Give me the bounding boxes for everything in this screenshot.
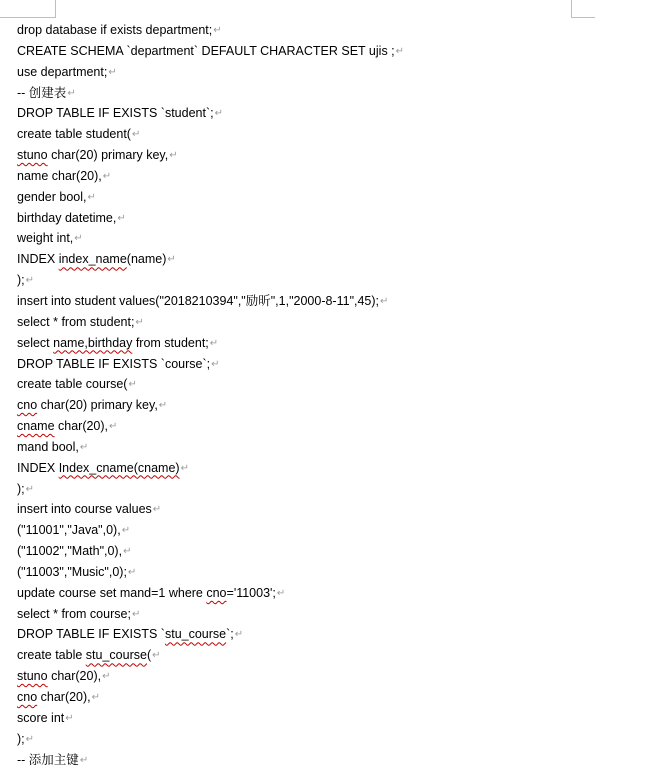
spellcheck-flagged-word: stuno (17, 669, 48, 684)
text-line[interactable] (17, 729, 637, 750)
text-segment: char(20), (54, 419, 109, 434)
text-segment: CREATE SCHEMA `department` DEFAULT CHARACTER SET ujis ; (17, 43, 395, 58)
text-line[interactable] (17, 208, 637, 229)
text-segment: weight int, (17, 231, 74, 246)
text-line[interactable] (17, 270, 637, 291)
text-segment: select (17, 335, 54, 350)
text-segment: DROP TABLE IF EXISTS `student`; (17, 106, 214, 121)
text-segment: (name) (126, 252, 167, 267)
text-line[interactable] (17, 395, 637, 416)
text-segment: drop database if exists department; (17, 23, 213, 37)
text-segment: mand bool, (17, 439, 79, 454)
text-line[interactable] (17, 583, 637, 604)
paragraph-mark-icon: ↵ (121, 525, 131, 537)
paragraph-mark-icon: ↵ (214, 108, 223, 120)
text-segment: gender bool, (17, 189, 87, 204)
text-line[interactable] (17, 83, 637, 104)
paragraph-mark-icon: ↵ (131, 608, 141, 620)
text-segment: ("11003","Music",0); (17, 564, 127, 579)
text-segment: name char(20), (17, 168, 102, 183)
paragraph-mark-icon: ↵ (152, 650, 161, 662)
paragraph-mark-icon: ↵ (102, 170, 112, 182)
text-segment: -- 添加主键 (17, 752, 79, 767)
text-line[interactable] (17, 228, 637, 249)
text-line[interactable] (17, 604, 637, 625)
text-line[interactable] (17, 166, 637, 187)
text-line[interactable] (17, 187, 637, 208)
paragraph-mark-icon: ↵ (127, 566, 137, 578)
spellcheck-flagged-word: cno (17, 398, 38, 413)
text-segment: char(20), (47, 669, 102, 684)
text-line[interactable] (17, 437, 637, 458)
text-segment: DROP TABLE IF EXISTS `course`; (17, 356, 211, 371)
spellcheck-flagged-word: index_name (58, 252, 127, 267)
paragraph-mark-icon: ↵ (91, 692, 101, 703)
text-line[interactable] (17, 708, 637, 729)
text-line[interactable] (17, 291, 637, 312)
text-segment: birthday datetime, (17, 210, 117, 225)
paragraph-mark-icon: ↵ (209, 337, 219, 349)
text-segment: ( (146, 648, 152, 663)
paragraph-mark-icon: ↵ (123, 546, 132, 558)
text-line[interactable] (17, 499, 637, 520)
text-segment: char(20), (37, 690, 91, 704)
text-segment: INDEX (17, 252, 59, 267)
text-line[interactable] (17, 416, 637, 437)
paragraph-mark-icon: ↵ (25, 275, 35, 287)
text-segment: ); (17, 481, 25, 496)
paragraph-mark-icon: ↵ (211, 358, 220, 370)
text-line[interactable] (17, 374, 637, 395)
text-segment: ("11001","Java",0), (17, 523, 121, 538)
text-segment: create table student( (17, 127, 131, 142)
paragraph-mark-icon: ↵ (234, 629, 244, 641)
text-segment: -- 创建表 (17, 85, 67, 100)
paragraph-mark-icon: ↵ (108, 66, 117, 78)
text-segment: char(20) primary key, (47, 148, 169, 163)
paragraph-mark-icon: ↵ (180, 462, 189, 474)
text-segment: insert into course values (17, 502, 152, 517)
paragraph-mark-icon: ↵ (131, 129, 141, 141)
text-line[interactable] (17, 750, 637, 771)
paragraph-mark-icon: ↵ (109, 421, 118, 433)
paragraph-mark-icon: ↵ (25, 483, 35, 495)
spellcheck-flagged-word: stu_course (85, 648, 147, 663)
text-segment: INDEX (17, 460, 59, 475)
text-line[interactable] (17, 62, 637, 83)
spellcheck-flagged-word: cname (17, 419, 55, 434)
text-segment: ='11003'; (226, 585, 276, 600)
text-line[interactable] (17, 520, 637, 541)
paragraph-mark-icon: ↵ (135, 316, 144, 328)
paragraph-mark-icon: ↵ (395, 45, 405, 57)
paragraph-mark-icon: ↵ (276, 587, 286, 599)
text-line[interactable] (17, 562, 637, 583)
paragraph-mark-icon: ↵ (102, 671, 111, 683)
text-segment: create table (17, 648, 86, 663)
text-segment: DROP TABLE IF EXISTS ` (17, 627, 165, 642)
paragraph-mark-icon: ↵ (65, 712, 74, 724)
text-segment: ("11002","Math",0), (17, 544, 123, 559)
paragraph-mark-icon: ↵ (79, 441, 89, 453)
spellcheck-flagged-word: cno (17, 690, 38, 704)
text-segment: ); (17, 731, 25, 746)
paragraph-mark-icon: ↵ (128, 379, 137, 391)
paragraph-mark-icon: ↵ (25, 733, 35, 745)
margin-corner-mark-right (571, 0, 595, 18)
paragraph-mark-icon: ↵ (158, 400, 168, 412)
text-segment: use department; (17, 64, 108, 79)
text-segment: insert into student values("2018210394","励昕",1,"2000-8-11",45); (17, 293, 380, 308)
paragraph-mark-icon: ↵ (79, 754, 89, 766)
text-line[interactable] (17, 687, 637, 708)
text-line[interactable] (17, 333, 637, 354)
text-line[interactable] (17, 103, 637, 124)
text-line[interactable] (17, 624, 637, 645)
spellcheck-flagged-word: stu_course (164, 627, 227, 642)
text-segment: char(20) primary key, (37, 398, 158, 413)
paragraph-mark-icon: ↵ (74, 233, 83, 245)
paragraph-mark-icon: ↵ (213, 25, 222, 36)
sql-code-text[interactable] (17, 20, 637, 770)
text-segment: select * from course; (17, 606, 131, 621)
text-segment: select * from student; (17, 314, 135, 329)
text-line[interactable] (17, 458, 637, 479)
text-line[interactable] (17, 41, 637, 62)
text-line[interactable] (17, 645, 637, 666)
paragraph-mark-icon: ↵ (167, 254, 176, 266)
paragraph-mark-icon: ↵ (380, 295, 389, 307)
text-line[interactable] (17, 354, 637, 375)
text-line[interactable] (17, 20, 637, 41)
text-segment: `; (226, 627, 234, 642)
text-line[interactable] (17, 249, 637, 270)
margin-corner-mark-left (0, 0, 56, 18)
text-segment: ); (17, 273, 25, 288)
spellcheck-flagged-word: Index_cname(cname) (58, 460, 180, 475)
text-line[interactable] (17, 541, 637, 562)
text-line[interactable] (17, 479, 637, 500)
text-line[interactable] (17, 145, 637, 166)
paragraph-mark-icon: ↵ (169, 150, 178, 162)
spellcheck-flagged-word: name,birthday (53, 335, 133, 350)
text-segment: score int (17, 710, 65, 725)
text-line[interactable] (17, 312, 637, 333)
text-line[interactable] (17, 666, 637, 687)
text-segment: update course set mand=1 where (17, 585, 207, 600)
text-segment: from student; (132, 335, 209, 350)
paragraph-mark-icon: ↵ (87, 191, 96, 203)
spellcheck-flagged-word: cno (206, 585, 227, 600)
paragraph-mark-icon: ↵ (67, 87, 76, 99)
spellcheck-flagged-word: stuno (17, 148, 48, 163)
text-line[interactable] (17, 124, 637, 145)
text-segment: create table course( (17, 377, 128, 392)
paragraph-mark-icon: ↵ (152, 504, 162, 516)
paragraph-mark-icon: ↵ (117, 212, 126, 224)
